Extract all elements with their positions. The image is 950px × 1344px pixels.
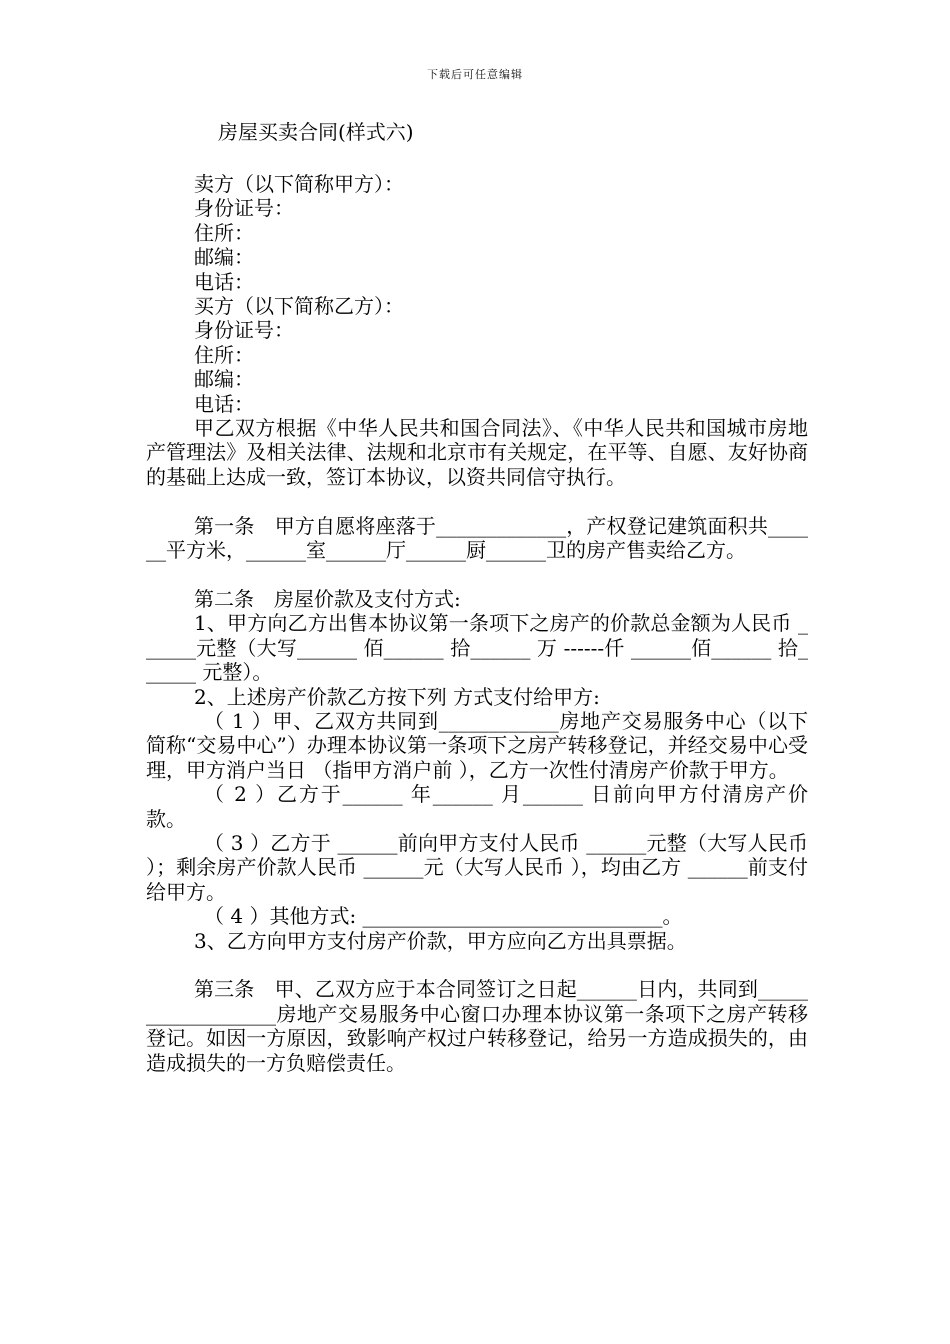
article-2-clause-1: 1、甲方向乙方出售本协议第一条项下之房产的价款总金额为人民币 ______元整（大写______ 佰______ 拾______ 万 ------仟 ______佰______ 拾______ 元整）。 [146, 611, 808, 685]
buyer-phone-line: 电话： [194, 391, 254, 416]
article-1-paragraph: 第一条 甲方自愿将座落于_____________，产权登记建筑面积共______平方米，______室______厅______厨______卫的房产售卖给乙方。 [146, 513, 808, 563]
seller-id-line: 身份证号： [194, 196, 294, 221]
article-1-section [146, 514, 808, 563]
seller-address-line: 住所： [194, 220, 254, 245]
article-2-option-1: （ 1 ）甲、乙双方共同到____________房地产交易服务中心（以下简称“交易中心”）办理本协议第一条项下之房产转移登记，并经交易中心受理，甲方消户当日 （指甲方消户前 ），乙方一次性付清房产价款于甲方。 [146, 708, 808, 782]
buyer-name-line: 买方（以下简称乙方）： [194, 294, 404, 319]
seller-postcode-line: 邮编： [194, 245, 254, 270]
page-header-note: 下载后可任意编辑 [427, 68, 523, 81]
article-2-clause-3: 3、乙方向甲方支付房产价款，甲方应向乙方出具票据。 [194, 928, 687, 953]
contract-document [146, 118, 808, 1075]
preamble-paragraph: 甲乙双方根据《中华人民共和国合同法》、《中华人民共和国城市房地产管理法》及相关法律、法规和北京市有关规定，在平等、自愿、友好协商的基础上达成一致，签订本协议，以资共同信守执行。 [146, 416, 808, 489]
article-2-clause-2: 2、上述房产价款乙方按下列 方式支付给甲方: [194, 684, 600, 709]
article-2-heading: 第二条 房屋价款及支付方式: [194, 586, 461, 611]
article-3-section [146, 977, 808, 1075]
buyer-postcode-line: 邮编： [194, 367, 254, 392]
seller-phone-line: 电话： [194, 269, 254, 294]
article-2-option-4: （ 4 ）其他方式: ______________________________。 [204, 904, 683, 929]
article-2-section [146, 587, 808, 953]
preamble-section [146, 416, 808, 489]
article-2-option-3: （ 3 ）乙方于 ______前向甲方支付人民币 ______元整（大写人民币 ）；剩余房产价款人民币 ______元（大写人民币 ），均由乙方 ______前支付给甲方。 [146, 830, 808, 904]
contract-title: 房屋买卖合同(样式六) [218, 120, 414, 144]
article-2-option-2: （ 2 ）乙方于______ 年______ 月______ 日前向甲方付清房产价款。 [146, 782, 808, 831]
article-3-paragraph: 第三条 甲、乙双方应于本合同签订之日起______日内，共同到__________________房地产交易服务中心窗口办理本协议第一条项下之房产转移登记。如因一方原因，致影响产权过户转移登记，给另一方造成损失的，由造成损失的一方负赔偿责任。 [146, 977, 808, 1075]
seller-name-line: 卖方（以下简称甲方）： [194, 172, 404, 196]
seller-block [146, 172, 808, 294]
buyer-block [146, 294, 808, 416]
buyer-address-line: 住所： [194, 342, 254, 367]
buyer-id-line: 身份证号： [194, 318, 294, 343]
